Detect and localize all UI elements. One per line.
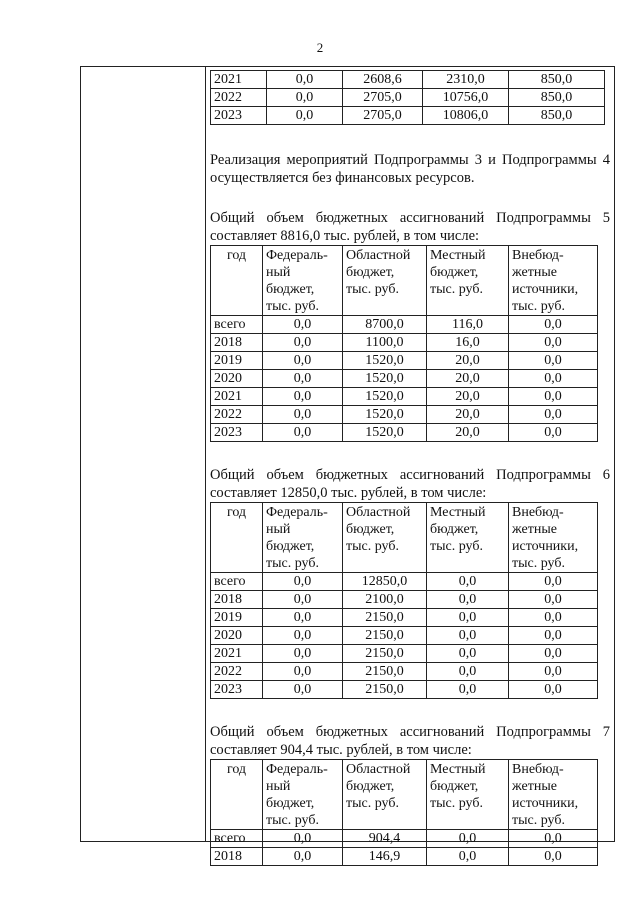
table-cell: 0,0	[427, 591, 509, 609]
header-line: тыс. руб.	[430, 539, 483, 554]
table-cell: 0,0	[263, 591, 343, 609]
table-cell: 2150,0	[343, 663, 427, 681]
table-row	[211, 573, 598, 591]
table-cell: 0,0	[263, 388, 343, 406]
header-line: бюджет,	[346, 779, 395, 794]
header-line: Федераль-	[266, 762, 328, 777]
column-header-local	[427, 246, 509, 316]
table-cell: 0,0	[427, 627, 509, 645]
table-cell: 0,0	[427, 830, 509, 848]
table-cell: 2150,0	[343, 645, 427, 663]
table-cell: 2100,0	[343, 591, 427, 609]
header-line: тыс. руб.	[512, 556, 565, 571]
column-header-regional	[343, 503, 427, 573]
header-line: тыс. руб.	[346, 282, 399, 297]
table-cell: 2150,0	[343, 627, 427, 645]
table-cell: 0,0	[509, 573, 598, 591]
column-header-regional	[343, 760, 427, 830]
table-cell: 8700,0	[343, 316, 427, 334]
table-cell: 20,0	[427, 370, 509, 388]
table-cell: 2705,0	[343, 107, 423, 125]
table-row	[211, 424, 598, 442]
header-line: жетные	[512, 779, 557, 794]
table-cell: 1520,0	[343, 388, 427, 406]
table-cell: всего	[211, 316, 263, 334]
table-cell: 0,0	[509, 352, 598, 370]
table-cell: 2023	[211, 107, 267, 125]
table-cell: 0,0	[509, 370, 598, 388]
header-line: тыс. руб.	[346, 796, 399, 811]
header-line: тыс. руб.	[430, 282, 483, 297]
column-header-local	[427, 760, 509, 830]
table-cell: 0,0	[427, 609, 509, 627]
table-cell: 20,0	[427, 406, 509, 424]
table-cell: 1520,0	[343, 370, 427, 388]
table-cell: 0,0	[427, 663, 509, 681]
table-cell: 2705,0	[343, 89, 423, 107]
header-line: тыс. руб.	[266, 556, 319, 571]
header-line: ный	[266, 779, 291, 794]
table-cell: 12850,0	[343, 573, 427, 591]
table-cell: 1100,0	[343, 334, 427, 352]
table-row	[211, 334, 598, 352]
header-line: тыс. руб.	[512, 299, 565, 314]
table-row	[211, 645, 598, 663]
header-line: Местный	[430, 248, 486, 263]
table-cell: 2019	[211, 352, 263, 370]
table-cell: 850,0	[509, 107, 605, 125]
header-line: тыс. руб.	[266, 813, 319, 828]
table-cell: 20,0	[427, 352, 509, 370]
table-header-row	[211, 246, 598, 316]
table-cell: 0,0	[263, 424, 343, 442]
continued-table	[210, 70, 605, 125]
header-line: источники,	[512, 796, 579, 811]
table-cell: 0,0	[427, 681, 509, 699]
table-cell: 10806,0	[423, 107, 509, 125]
table-cell: всего	[211, 573, 263, 591]
table-cell: 1520,0	[343, 352, 427, 370]
table-row	[211, 370, 598, 388]
table-cell: 2022	[211, 89, 267, 107]
table-cell: 0,0	[509, 681, 598, 699]
table-cell: 0,0	[509, 609, 598, 627]
table-cell: 2020	[211, 370, 263, 388]
table-cell: 2150,0	[343, 681, 427, 699]
header-line: тыс. руб.	[346, 539, 399, 554]
table-row	[211, 71, 605, 89]
table-cell: 0,0	[427, 645, 509, 663]
table-cell: 2020	[211, 627, 263, 645]
table-cell: 2608,6	[343, 71, 423, 89]
table-cell: 2021	[211, 645, 263, 663]
header-line: бюджет,	[346, 265, 395, 280]
header-line: ный	[266, 522, 291, 537]
column-header-regional	[343, 246, 427, 316]
table-cell: 0,0	[263, 681, 343, 699]
table-row	[211, 352, 598, 370]
table-cell: 0,0	[263, 848, 343, 866]
budget-table	[210, 245, 598, 442]
page-number: 2	[316, 40, 324, 55]
table-cell: всего	[211, 830, 263, 848]
header-line: тыс. руб.	[512, 813, 565, 828]
table-cell: 0,0	[509, 591, 598, 609]
table-cell: 0,0	[509, 406, 598, 424]
table-cell: 0,0	[267, 107, 343, 125]
header-line: жетные	[512, 265, 557, 280]
table-cell: 16,0	[427, 334, 509, 352]
column-header-year	[211, 760, 263, 830]
table-cell: 0,0	[263, 406, 343, 424]
table-cell: 0,0	[509, 645, 598, 663]
table-cell: 1520,0	[343, 424, 427, 442]
table-cell: 0,0	[263, 316, 343, 334]
table-cell: 2023	[211, 681, 263, 699]
header-line: бюджет,	[346, 522, 395, 537]
header-line: Областной	[346, 762, 411, 777]
column-header-year	[211, 246, 263, 316]
table-cell: 2023	[211, 424, 263, 442]
table-cell: 0,0	[263, 352, 343, 370]
table-cell: 0,0	[509, 848, 598, 866]
section-intro: Общий объем бюджетных ассигнований Подпрограммы 5 составляет 8816,0 тыс. рублей, в том числе:	[210, 210, 610, 244]
header-line: жетные	[512, 522, 557, 537]
table-cell: 0,0	[263, 334, 343, 352]
header-line: бюджет,	[266, 282, 315, 297]
column-header-extra	[509, 246, 598, 316]
table-cell: 2021	[211, 388, 263, 406]
table-row	[211, 848, 598, 866]
header-line: ный	[266, 265, 291, 280]
table-cell: 10756,0	[423, 89, 509, 107]
section-intro: Общий объем бюджетных ассигнований Подпрограммы 7 составляет 904,4 тыс. рублей, в том числе:	[210, 724, 610, 758]
table-cell: 2310,0	[423, 71, 509, 89]
table-cell: 2018	[211, 591, 263, 609]
table-cell: 904,4	[343, 830, 427, 848]
column-divider	[205, 67, 206, 841]
table-cell: 850,0	[509, 89, 605, 107]
header-line: бюджет,	[430, 522, 479, 537]
header-line: бюджет,	[430, 265, 479, 280]
table-cell: 0,0	[509, 334, 598, 352]
header-line: Областной	[346, 248, 411, 263]
table-cell: 1520,0	[343, 406, 427, 424]
column-header-federal	[263, 760, 343, 830]
table-cell: 0,0	[509, 627, 598, 645]
column-header-federal	[263, 503, 343, 573]
table-cell: 850,0	[509, 71, 605, 89]
table-cell: 0,0	[267, 71, 343, 89]
table-cell: 0,0	[263, 830, 343, 848]
header-line: год	[226, 248, 247, 263]
header-line: год	[226, 505, 247, 520]
header-line: бюджет,	[266, 796, 315, 811]
table-cell: 0,0	[509, 663, 598, 681]
table-row	[211, 388, 598, 406]
table-cell: 146,9	[343, 848, 427, 866]
table-cell: 20,0	[427, 388, 509, 406]
table-row	[211, 316, 598, 334]
table-cell: 0,0	[263, 573, 343, 591]
header-line: Федераль-	[266, 505, 328, 520]
table-cell: 116,0	[427, 316, 509, 334]
table-cell: 2021	[211, 71, 267, 89]
table-cell: 0,0	[427, 573, 509, 591]
table-cell: 0,0	[509, 388, 598, 406]
column-header-federal	[263, 246, 343, 316]
budget-table	[210, 759, 598, 866]
header-line: бюджет,	[430, 779, 479, 794]
table-header-row	[211, 503, 598, 573]
header-line: Местный	[430, 762, 486, 777]
table-cell: 2022	[211, 406, 263, 424]
table-cell: 2150,0	[343, 609, 427, 627]
no-funding-note: Реализация мероприятий Подпрограммы 3 и Подпрограммы 4 осуществляется без финансовых ресурсов.	[210, 152, 610, 186]
table-cell: 0,0	[509, 316, 598, 334]
header-line: тыс. руб.	[266, 299, 319, 314]
table-row	[211, 107, 605, 125]
column-header-extra	[509, 503, 598, 573]
table-row	[211, 89, 605, 107]
header-line: источники,	[512, 282, 579, 297]
header-line: Федераль-	[266, 248, 328, 263]
table-cell: 0,0	[267, 89, 343, 107]
table-cell: 2019	[211, 609, 263, 627]
header-line: тыс. руб.	[430, 796, 483, 811]
table-cell: 0,0	[263, 609, 343, 627]
budget-table	[210, 502, 598, 699]
table-cell: 2018	[211, 334, 263, 352]
column-header-year	[211, 503, 263, 573]
table-row	[211, 609, 598, 627]
table-cell: 0,0	[427, 848, 509, 866]
table-row	[211, 406, 598, 424]
main-content	[210, 70, 610, 866]
table-row	[211, 663, 598, 681]
table-cell: 2018	[211, 848, 263, 866]
table-row	[211, 681, 598, 699]
section-intro: Общий объем бюджетных ассигнований Подпрограммы 6 составляет 12850,0 тыс. рублей, в том числе:	[210, 467, 610, 501]
header-line: Местный	[430, 505, 486, 520]
header-line: источники,	[512, 539, 579, 554]
table-row	[211, 591, 598, 609]
header-line: Внебюд-	[512, 505, 564, 520]
table-header-row	[211, 760, 598, 830]
header-line: Внебюд-	[512, 248, 564, 263]
table-cell: 0,0	[263, 645, 343, 663]
table-cell: 0,0	[509, 424, 598, 442]
header-line: бюджет,	[266, 539, 315, 554]
header-line: год	[226, 762, 247, 777]
header-line: Внебюд-	[512, 762, 564, 777]
table-cell: 0,0	[509, 830, 598, 848]
table-cell: 0,0	[263, 627, 343, 645]
header-line: Областной	[346, 505, 411, 520]
table-cell: 0,0	[263, 663, 343, 681]
table-row	[211, 830, 598, 848]
table-cell: 2022	[211, 663, 263, 681]
table-row	[211, 627, 598, 645]
column-header-local	[427, 503, 509, 573]
table-cell: 0,0	[263, 370, 343, 388]
table-cell: 20,0	[427, 424, 509, 442]
column-header-extra	[509, 760, 598, 830]
